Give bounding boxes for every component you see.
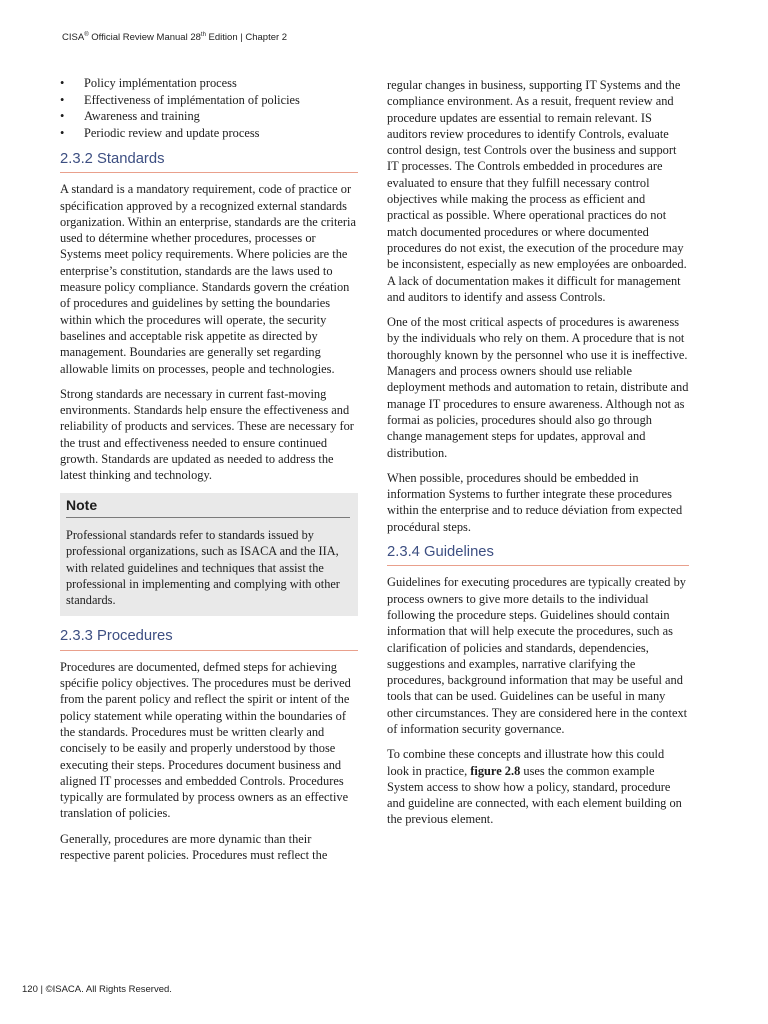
standards-heading: 2.3.2 Standards: [60, 151, 358, 173]
procedures-paragraph-5: When possible, procedures should be embedded in information Systems to further integrate these procedures within the enterprise and to reduce déviation from expected procédural steps.: [387, 470, 683, 534]
page-footer: 120 | ©ISACA. All Rights Reserved.: [22, 984, 172, 995]
standards-paragraph-2: Strong standards are necessary in current fast-moving environments. Standards help ensure the effectiveness and reliability of products and services. These are necessary for the trust and effectiveness needed to ensure continued growth. Standards are updated as needed to address the latest thinking and technology.: [60, 386, 354, 483]
bullet-item: • Policy implémentation process: [60, 75, 358, 92]
bullet-item: • Periodic review and update process: [60, 125, 358, 142]
header-publication: CISA: [62, 32, 85, 44]
header-chapter: Edition | Chapter 2: [205, 32, 288, 44]
policy-bullet-list: [60, 75, 358, 141]
bullet-item: • Effectiveness of implémentation of policies: [60, 92, 358, 109]
running-header: [62, 32, 287, 43]
guidelines-paragraph-1: Guidelines for executing procedures are typically created by process owners to give more details to the individual following the procedure steps. Guidelines should contain information that will help execute the procedures, such as clarification of policies and standards, dependencies, suggestions and examples, narrative clarifying the procedures, background information that may be useful and tools that can be used. Guidelines can be useful in many other circumstances. They are considered here in the context of information security governance.: [387, 575, 688, 736]
procedures-heading: 2.3.3 Procedures: [60, 628, 358, 650]
procedures-paragraph-3: regular changes in business, supporting IT Systems and the compliance environment. As a resuit, frequent review and procedure updates are essential to remain relevant. IS auditors review procedures to identify Controls, evaluate control design, test Controls over the business and support IT processes. The Controls embedded in procedures are evaluated to ensure that they fulfill necessary control objectives while making the process as efficient and practical as possible. Where operational practices do not match documented procedures or where documented procedures do not exist, the execution of the procedure may be inconsistent, especially as new employées are onboarded. A lack of documentation makes it difficult for management and auditors to identify and assess Controls.: [387, 78, 687, 304]
procedures-paragraph-4: One of the most critical aspects of procedures is awareness by the individuals who rely on them. A procedure that is not thoroughly known by the personnel who use it is ineffective. Managers and process owners should use reliable deployment methods and automation to retain, distribute and manage IT procedures to ensure awareness. Although not as formai as policies, procedures should also go through change management steps for updates, approval and distribution.: [387, 315, 689, 460]
figure-reference: figure 2.8: [470, 763, 521, 778]
header-edition-suffix: th: [200, 32, 206, 38]
right-column: [387, 77, 689, 837]
bullet-item: • Awareness and training: [60, 108, 358, 125]
standards-paragraph-1: A standard is a mandatory requirement, code of practice or spécification approved by a recognized external standards organization. Within an enterprise, standards are the criteria used to détermine whether procedures, processes or Systems meet policy requirements. Where policies are the enterprise’s constitution, standards are the laws used to measure policy compliance. Standards govern the création of procedures and guidelines by setting the boundaries within which the procedures will operate, the security baselines and acceptable risk appetite as directed by management. Boundaries are generally set regarding allowable limits on processes, people and technologies.: [60, 182, 356, 376]
guidelines-text-start: To combine these concepts and illustrate how this could look in practice,: [387, 747, 665, 778]
note-box: [60, 493, 358, 617]
header-registered-mark: ®: [84, 32, 89, 38]
guidelines-text-end: uses the common example System access to show how a policy, standard, procedure and guideline are connected, with each element building on the previous element.: [387, 763, 682, 827]
left-column: [60, 75, 358, 872]
header-title: Official Review Manual 28: [88, 32, 201, 44]
guidelines-heading: 2.3.4 Guidelines: [387, 544, 689, 566]
procedures-paragraph-2: Generally, procedures are more dynamic than their respective parent policies. Procedures must reflect the: [60, 831, 328, 862]
note-title: Note: [66, 497, 350, 518]
guidelines-paragraph-2: [387, 746, 689, 827]
note-body: Professional standards refer to standards issued by professional organizations, such as ISACA and the IIA, with related guidelines and techniques that assist the professional in implementing and complying with other standards.: [66, 527, 340, 608]
procedures-paragraph-1: Procedures are documented, defmed steps for achieving spécifie policy objectives. The procedures must be derived from the parent policy and reflect the spirit or intent of the policy statement while operating within the boundaries of the standards. Procedures must be written clearly and concisely to be easily and properly understood by those executing their steps. Procedures document business and aligned IT processes and embedded Controls. Procedures typically are formulated by process owners as an effective translation of policies.: [60, 659, 351, 821]
